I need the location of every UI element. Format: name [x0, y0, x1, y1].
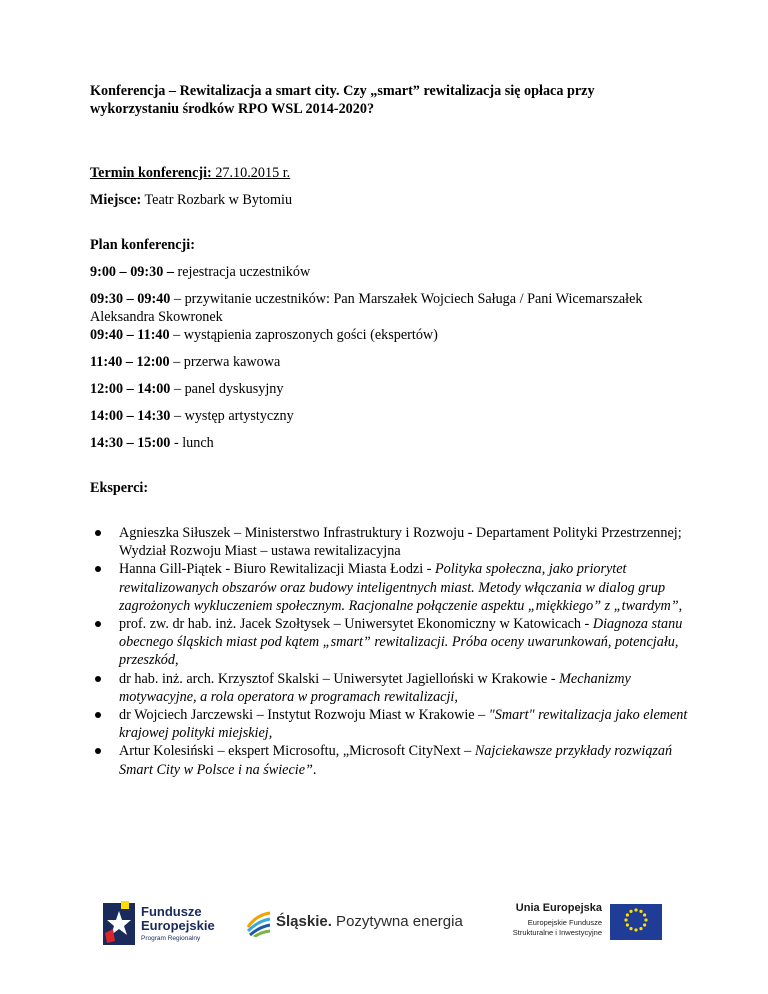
fundusze-europejskie-logo: [103, 897, 218, 949]
expert-item: Agnieszka Siłuszek – Ministerstwo Infrastruktury i Rozwoju - Departament Polityki Przestrzennej; Wydział Rozwoju Miast – ustawa rewitalizacyjna: [90, 524, 699, 560]
termin-value: 27.10.2015 r.: [211, 165, 291, 181]
bullet-icon: [95, 530, 101, 536]
miejsce-label: Miejsce:: [90, 192, 142, 208]
plan-item: [90, 353, 680, 371]
plan-time: 9:00 – 09:30 –: [90, 264, 174, 280]
expert-item: Artur Kolesiński – ekspert Microsoftu, „Microsoft CityNext – Najciekawsze przykłady rozwiązań Smart City w Polsce i na świecie”.: [90, 742, 699, 778]
plan-time: 11:40 – 12:00: [90, 354, 170, 370]
fe-star-icon: [103, 897, 139, 949]
plan-time: 14:30 – 15:00: [90, 435, 171, 451]
slaskie-swoosh-icon: [246, 907, 272, 937]
bullet-icon: [95, 676, 101, 682]
bullet-icon: [95, 748, 101, 754]
plan-time: 09:30 – 09:40: [90, 291, 171, 307]
slaskie-logo: [246, 907, 466, 939]
bullet-icon: [95, 712, 101, 718]
plan-desc: - lunch: [170, 435, 214, 451]
plan-item: [90, 326, 680, 344]
termin-line: [90, 164, 680, 182]
plan-item: [90, 434, 680, 452]
plan-time: 14:00 – 14:30: [90, 408, 171, 424]
document-body: [90, 82, 688, 779]
plan-heading: Plan konferencji:: [90, 237, 195, 253]
plan-item: [90, 380, 680, 398]
slaskie-text: Śląskie. Pozytywna energia: [276, 913, 463, 930]
plan-item: [90, 407, 680, 425]
plan-desc: – przerwa kawowa: [169, 354, 281, 370]
fe-subtitle: Program Regionalny: [141, 935, 201, 942]
plan-item: [90, 263, 680, 281]
plan-desc: – wystąpienia zaproszonych gości (ekspertów): [169, 327, 438, 343]
unia-europejska-logo: [490, 900, 670, 946]
plan-desc: – występ artystyczny: [170, 408, 294, 424]
expert-item: dr Wojciech Jarczewski – Instytut Rozwoju Miast w Krakowie – "Smart" rewitalizacja jako element krajowej polityki miejskiej,: [90, 706, 699, 742]
bullet-icon: [95, 621, 101, 627]
ue-title: Unia Europejska: [515, 902, 602, 914]
expert-item: dr hab. inż. arch. Krzysztof Skalski – Uniwersytet Jagielloński w Krakowie - Mechanizmy motywacyjne, a rola operatora w programach rewitalizacji,: [90, 670, 699, 706]
plan-item: [90, 290, 680, 326]
fe-title: Fundusze Europejskie: [141, 904, 215, 933]
experts-list: [90, 524, 688, 779]
miejsce-line: [90, 191, 680, 209]
eu-flag-icon: [610, 904, 662, 940]
plan-desc: – przywitanie uczestników: Pan Marszałek Wojciech Saługa / Pani Wicemarszałek Aleksandra Skowronek: [90, 291, 643, 325]
plan-time: 12:00 – 14:00: [90, 381, 171, 397]
termin-label: Termin konferencji:: [90, 165, 212, 181]
miejsce-value: Teatr Rozbark w Bytomiu: [141, 192, 293, 208]
ue-subtitle: Europejskie Fundusze Strukturalne i Inwestycyjne: [512, 918, 602, 937]
plan-desc: rejestracja uczestników: [173, 264, 311, 280]
expert-item: Hanna Gill-Piątek - Biuro Rewitalizacji Miasta Łodzi - Polityka społeczna, jako priorytet rewitalizowanych obszarów oraz budowy inteligentnych miast. Metody włączania w dialog grup zagrożonych wykluczeniem społecznym. Racjonalne połączenie aspektu „miękkiego” z „twardym”,: [90, 560, 699, 615]
plan-desc: – panel dyskusyjny: [170, 381, 284, 397]
expert-item: prof. zw. dr hab. inż. Jacek Szołtysek – Uniwersytet Ekonomiczny w Katowicach - Diagnoza stanu obecnego śląskich miast pod kątem „smart” rewitalizacji. Próba oceny uwarunkowań, potencjału, przeszkód,: [90, 615, 699, 670]
experts-heading: Eksperci:: [90, 480, 149, 496]
logo-bar: [0, 895, 768, 955]
page-title: Konferencja – Rewitalizacja a smart city. Czy „smart” rewitalizacja się opłaca przy wykorzystaniu środków RPO WSL 2014-2020?: [90, 83, 595, 117]
bullet-icon: [95, 566, 101, 572]
plan-time: 09:40 – 11:40: [90, 327, 170, 343]
